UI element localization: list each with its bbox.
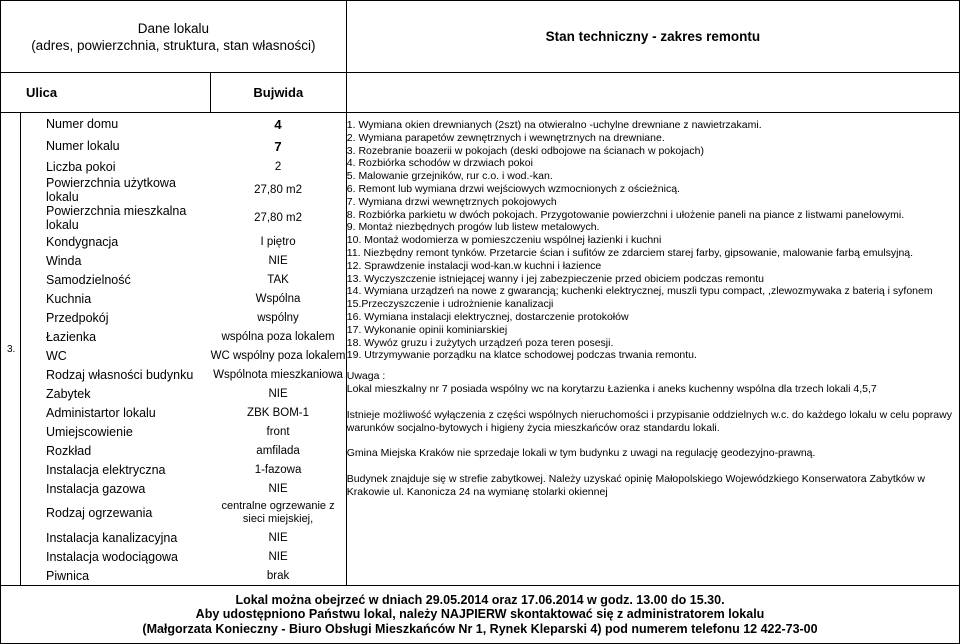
street-empty-cell bbox=[346, 73, 959, 113]
property-label: Numer lokalu bbox=[45, 139, 120, 153]
property-row bbox=[21, 441, 346, 460]
property-row bbox=[21, 498, 346, 528]
property-label: Instalacja kanalizacyjna bbox=[45, 530, 178, 545]
footer-contact-instruction: Aby udostępniono Państwu lokal, należy NAJPIERW skontaktować się z administratorem lokalu bbox=[195, 607, 765, 622]
remarks-p1: Lokal mieszkalny nr 7 posiada wspólny wc na korytarzu Łazienka i aneks kuchenny wspólna dla trzech lokali 4,5,7 bbox=[346, 382, 877, 395]
property-row bbox=[21, 547, 346, 566]
property-value: amfilada bbox=[256, 444, 300, 457]
property-value: TAK bbox=[267, 273, 289, 286]
work-item: 4. Rozbiórka schodów w drzwiach pokoi bbox=[346, 157, 533, 170]
property-row bbox=[21, 135, 346, 157]
property-row bbox=[21, 528, 346, 547]
footer-cell bbox=[1, 586, 960, 644]
property-row bbox=[21, 289, 346, 308]
property-label: Instalacja elektryczna bbox=[45, 462, 166, 477]
work-item: 7. Wymiana drzwi wewnętrznych pokojowych bbox=[346, 195, 557, 208]
street-label: Ulica bbox=[1, 73, 211, 113]
property-row bbox=[21, 270, 346, 289]
work-item: 5. Malowanie grzejników, rur c.o. i wod.-kan. bbox=[346, 170, 553, 183]
work-item: 19. Utrzymywanie porządku na klatce schodowej podczas trwania remontu. bbox=[346, 349, 697, 362]
property-label: Samodzielność bbox=[45, 272, 131, 287]
property-value: NIE bbox=[268, 550, 288, 563]
remarks-p3: Gmina Miejska Kraków nie sprzedaje lokali w tym budynku z uwagi na regulację geodezyjno-prawną. bbox=[346, 447, 816, 460]
property-row bbox=[21, 327, 346, 346]
properties-list bbox=[21, 113, 346, 585]
property-label: Kuchnia bbox=[45, 291, 92, 306]
property-label: Rodzaj ogrzewania bbox=[45, 506, 153, 520]
header-right-cell bbox=[346, 1, 959, 73]
property-label: Winda bbox=[45, 253, 82, 268]
property-label: Powierzchnia użytkowa lokalu bbox=[45, 176, 176, 204]
property-value: NIE bbox=[268, 482, 288, 495]
property-row bbox=[21, 384, 346, 403]
street-value: Bujwida bbox=[210, 73, 346, 113]
property-label: Instalacja wodociągowa bbox=[45, 549, 179, 564]
property-row bbox=[21, 176, 346, 204]
property-value: Wspólnota mieszkaniowa bbox=[213, 368, 343, 381]
property-value: Wspólna bbox=[255, 292, 301, 305]
header-title: Dane lokalu bbox=[137, 20, 210, 36]
header-works-title: Stan techniczny - zakres remontu bbox=[545, 29, 761, 44]
work-item: 16. Wymiana instalacji elektrycznej, dostarczenie protokołów bbox=[346, 310, 629, 323]
property-value: ZBK BOM-1 bbox=[247, 406, 310, 419]
work-item: 6. Remont lub wymiana drzwi wejściowych wzmocnionych z ościeżnicą. bbox=[346, 182, 680, 195]
property-value: NIE bbox=[268, 531, 288, 544]
work-item: 11. Niezbędny remont tynków. Przetarcie ścian i sufitów ze zdarciem starej farby, gipsowanie, malowanie farbą emulsyjną. bbox=[346, 246, 914, 259]
property-label: Liczba pokoi bbox=[45, 159, 116, 174]
remarks-p4: Budynek znajduje się w strefie zabytkowej. Należy uzyskać opinię Małopolskiego Wojewódzkiego Konserwatora Zabytków w Krakowie ul. Kanonicza 24 na wymianę stolarki okiennej bbox=[346, 473, 925, 498]
header-left-cell bbox=[1, 1, 347, 73]
property-row bbox=[21, 566, 346, 585]
property-label: Łazienka bbox=[45, 329, 97, 344]
works-list bbox=[347, 119, 959, 362]
property-value: WC wspólny poza lokalem bbox=[210, 349, 346, 362]
property-row bbox=[21, 232, 346, 251]
property-value: NIE bbox=[268, 387, 288, 400]
property-value: I piętro bbox=[260, 235, 296, 248]
property-row bbox=[21, 308, 346, 327]
work-item: 14. Wymiana urządzeń na nowe z gwarancją; kuchenki elektrycznej, muszli typu compact, ,zlewozmywaka z baterią i syfonem bbox=[346, 285, 933, 298]
property-value: 1-fazowa bbox=[254, 463, 302, 476]
property-label: Zabytek bbox=[45, 386, 91, 401]
work-item: 10. Montaż wodomierza w pomieszczeniu wspólnej łazienki i kuchni bbox=[346, 234, 662, 247]
property-label: Numer domu bbox=[45, 117, 119, 131]
property-row bbox=[21, 460, 346, 479]
property-row bbox=[21, 479, 346, 498]
properties-cell bbox=[20, 113, 346, 586]
property-value: NIE bbox=[268, 254, 288, 267]
property-value: wspólna poza lokalem bbox=[221, 330, 335, 343]
footer-contact-details: (Małgorzata Konieczny - Biuro Obsługi Mieszkańców Nr 1, Rynek Kleparski 4) pod numerem telefonu 12 422-73-00 bbox=[142, 621, 818, 636]
property-value: front bbox=[266, 425, 290, 438]
work-item: 12. Sprawdzenie instalacji wod-kan.w kuchni i łazience bbox=[346, 259, 602, 272]
property-row bbox=[21, 157, 346, 176]
work-item: 1. Wymiana okien drewnianych (2szt) na otwieralno -uchylne drewniane z nawietrzakami. bbox=[346, 119, 762, 131]
property-label: Rozkład bbox=[45, 443, 92, 458]
property-value: 2 bbox=[274, 160, 282, 173]
row-number: 3. bbox=[1, 113, 21, 586]
property-label: Instalacja gazowa bbox=[45, 481, 146, 496]
property-value: brak bbox=[266, 569, 290, 582]
property-label: Kondygnacja bbox=[45, 234, 119, 249]
property-label: Umiejscowienie bbox=[45, 424, 133, 439]
property-value: 27,80 m2 bbox=[254, 184, 303, 196]
property-value: wspólny bbox=[257, 311, 299, 324]
property-label: Administartor lokalu bbox=[45, 405, 156, 420]
footer-viewing-dates: Lokal można obejrzeć w dniach 29.05.2014 oraz 17.06.2014 w godz. 13.00 do 15.30. bbox=[235, 592, 725, 607]
work-item: 17. Wykonanie opinii kominiarskiej bbox=[346, 323, 508, 336]
work-item: 3. Rozebranie boazerii w pokojach (deski odbojowe na ścianach w pokojach) bbox=[346, 144, 704, 157]
work-item: 8. Rozbiórka parkietu w dwóch pokojach. Przygotowanie powierzchni i ułożenie paneli na piance z listwami panelowymi. bbox=[346, 208, 905, 221]
property-label: WC bbox=[45, 348, 67, 363]
work-item: 18. Wywóz gruzu i zużytych urządzeń poza teren posesji. bbox=[346, 336, 614, 349]
work-item: 9. Montaż niezbędnych progów lub listew metalowych. bbox=[346, 221, 600, 234]
remarks-p2: Istnieje możliwość wyłączenia z części wspólnych nieruchomości i przypisanie oddzielnych w.c. do każdego lokalu w celu poprawy warunków socjalno-bytowych i higieny życia mieszkańców oraz standardu lokali. bbox=[346, 408, 952, 434]
property-row bbox=[21, 346, 346, 365]
property-row bbox=[21, 365, 346, 384]
property-value: 7 bbox=[274, 138, 282, 154]
property-label: Powierzchnia mieszkalna lokalu bbox=[45, 204, 187, 232]
remarks-title: Uwaga : bbox=[346, 370, 386, 383]
property-value: 4 bbox=[274, 116, 282, 132]
header-subtitle: (adres, powierzchnia, struktura, stan własności) bbox=[31, 37, 316, 53]
property-row bbox=[21, 422, 346, 441]
property-value: 27,80 m2 bbox=[254, 212, 303, 224]
property-label: Rodzaj własności budynku bbox=[45, 367, 194, 382]
property-row bbox=[21, 113, 346, 135]
work-item: 15.Przeczyszczenie i udrożnienie kanalizacji bbox=[346, 298, 554, 311]
works-cell bbox=[346, 113, 959, 586]
work-item: 2. Wymiana parapetów zewnętrznych i wewnętrznych na drewniane. bbox=[346, 131, 665, 144]
property-row bbox=[21, 251, 346, 270]
property-row bbox=[21, 403, 346, 422]
property-row bbox=[21, 204, 346, 232]
property-label: Piwnica bbox=[45, 568, 90, 583]
work-item: 13. Wyczyszczenie istniejącej wanny i jej zabezpieczenie przed obiciem podczas remontu bbox=[346, 272, 764, 285]
property-label: Przedpokój bbox=[45, 310, 109, 325]
property-value: centralne ogrzewanie z sieci miejskiej, bbox=[221, 500, 335, 525]
